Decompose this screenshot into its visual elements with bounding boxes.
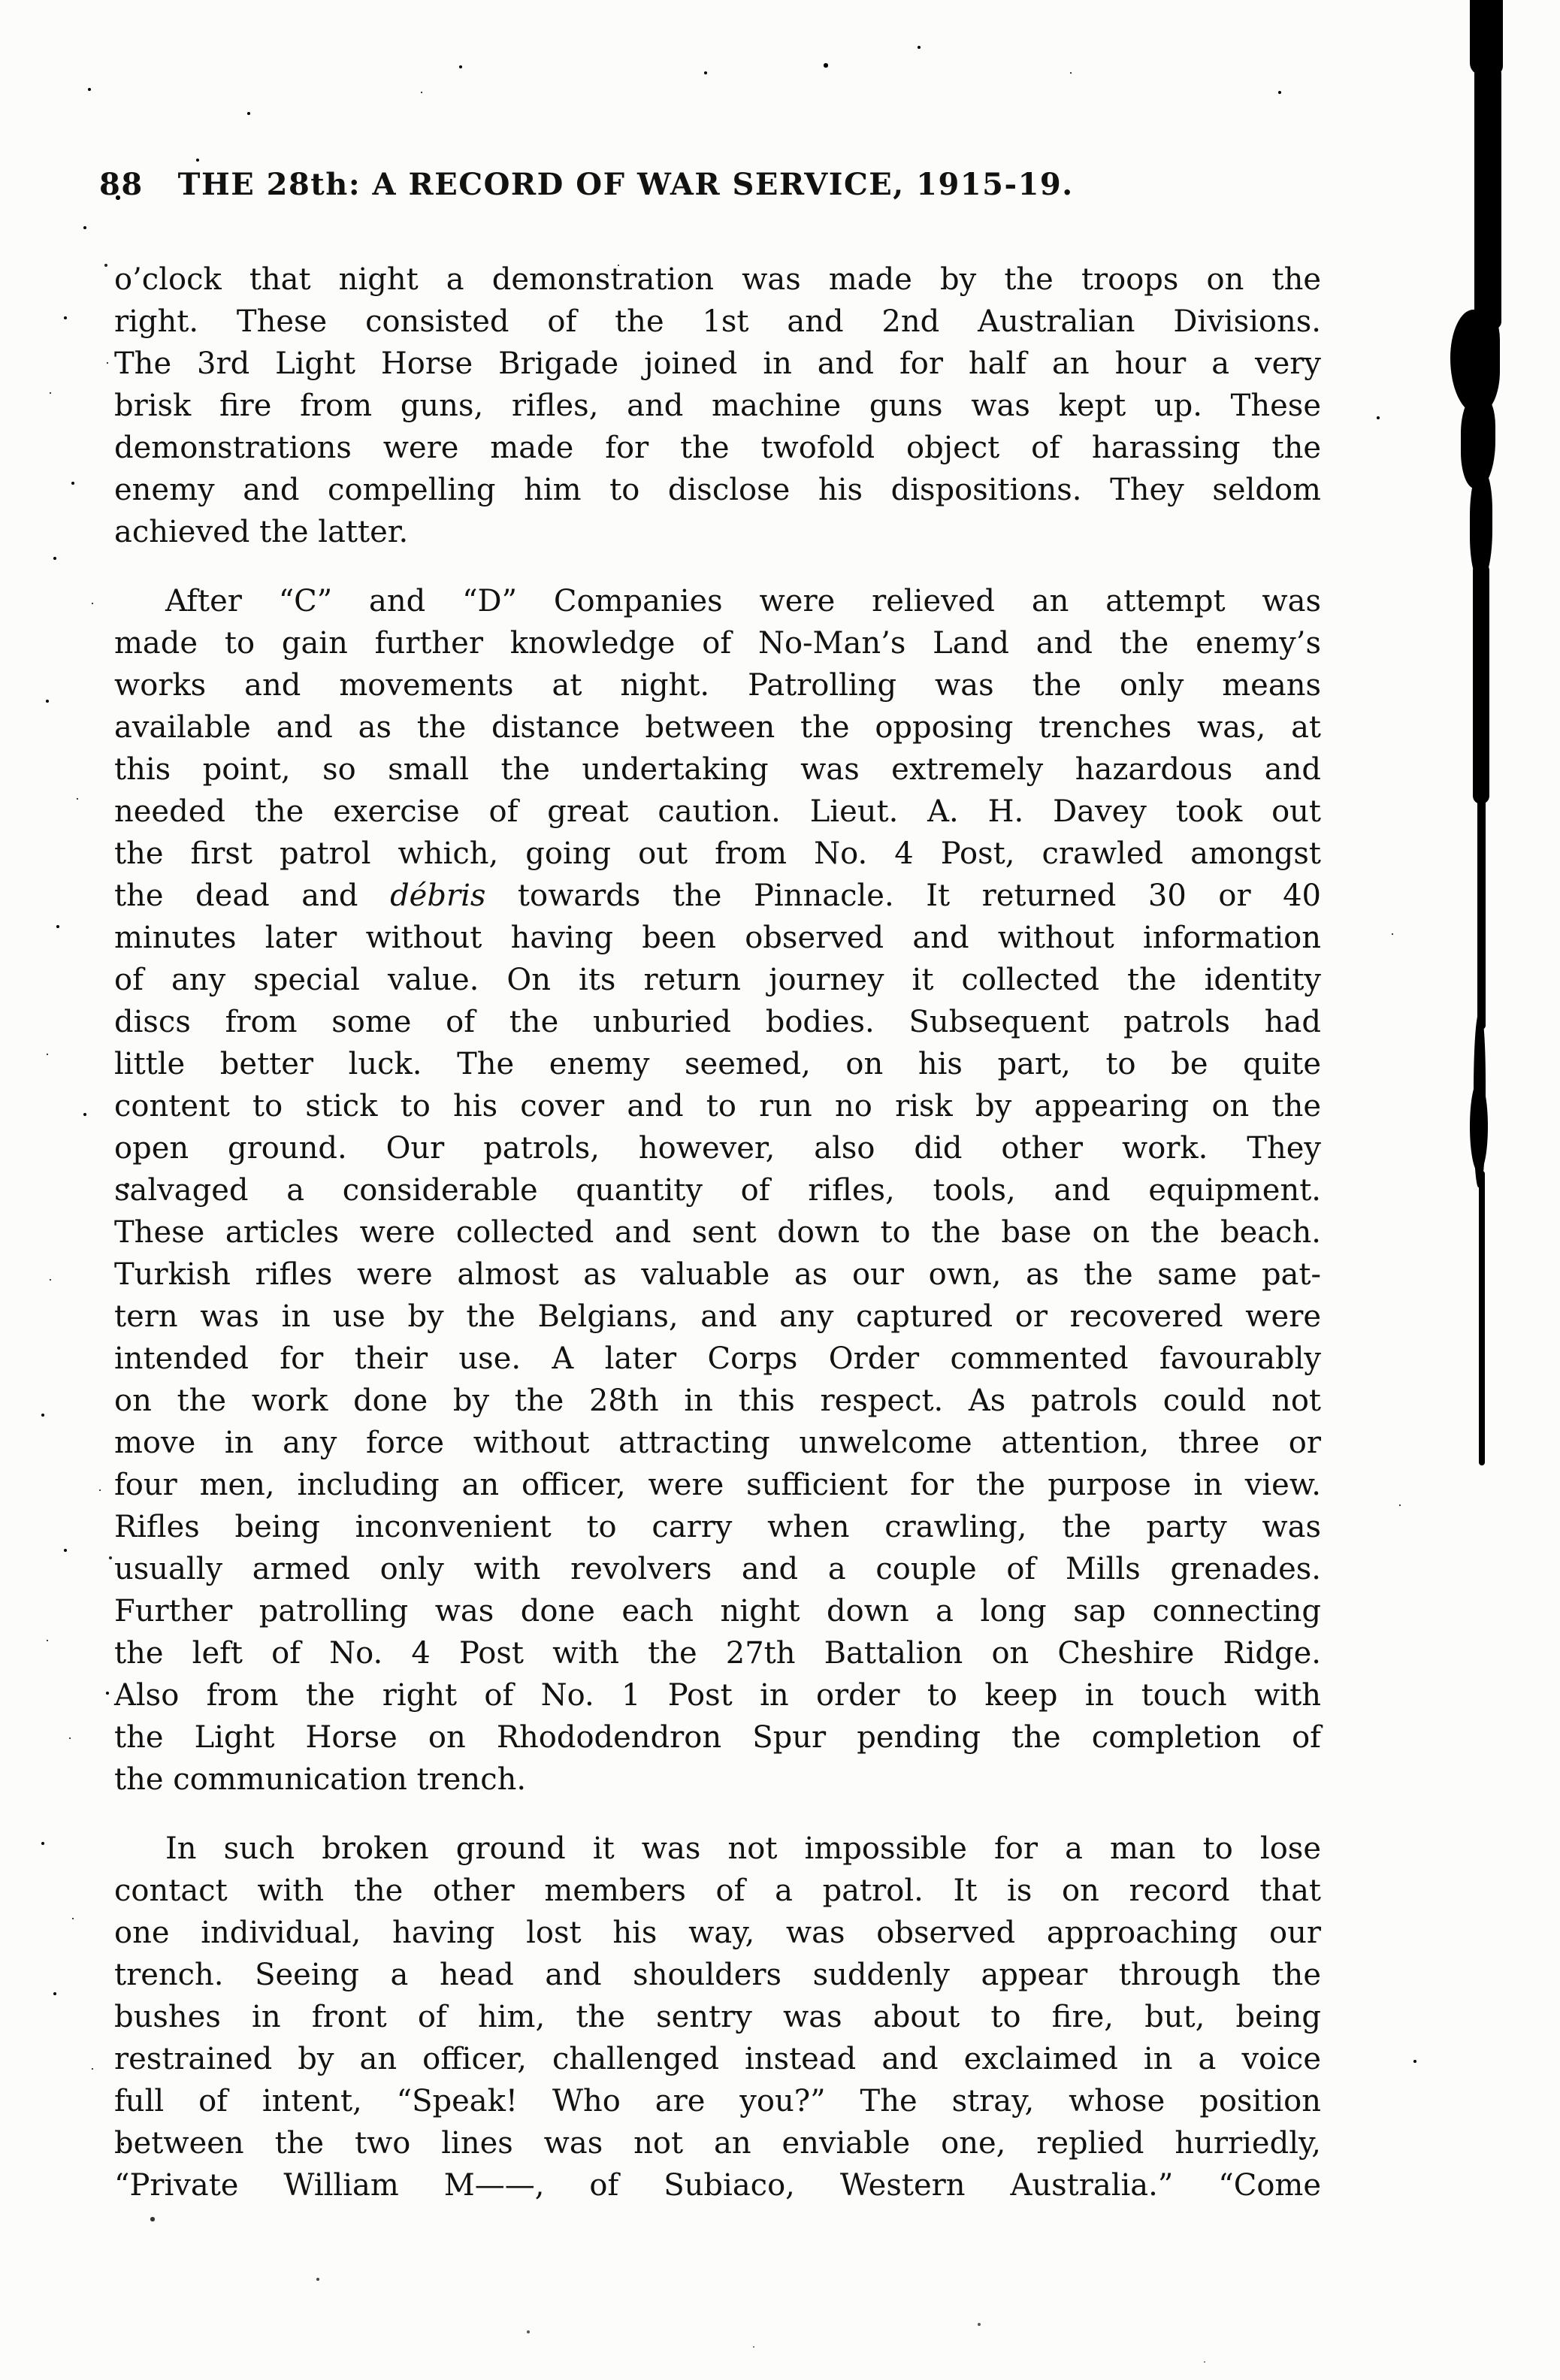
text-line: These articles were collected and sent down to the base on the beach.: [114, 1215, 1321, 1250]
paragraph: [114, 580, 1321, 1801]
text-line: restrained by an officer, challenged instead and exclaimed in a voice: [114, 2042, 1321, 2076]
ink-stain-segment: [1477, 788, 1486, 1030]
text-line: Also from the right of No. 1 Post in order to keep in touch with: [114, 1678, 1321, 1713]
text-line: open ground. Our patrols, however, also did other work. They: [114, 1131, 1321, 1166]
text-line: needed the exercise of great caution. Lieut. A. H. Davey took out: [114, 794, 1321, 829]
text-line: the first patrol which, going out from No. 4 Post, crawled amongst: [114, 836, 1321, 871]
scan-noise-specks: [0, 0, 2, 2]
text-line: made to gain further knowledge of No-Man’s Land and the enemy’s: [114, 626, 1321, 661]
text-line: right. These consisted of the 1st and 2nd Australian Divisions.: [114, 304, 1321, 339]
text-line: four men, including an officer, were sufficient for the purpose in view.: [114, 1468, 1321, 1502]
text-line: trench. Seeing a head and shoulders suddenly appear through the: [114, 1958, 1321, 1992]
text-line: move in any force without attracting unwelcome attention, three or: [114, 1426, 1321, 1460]
body-text: [114, 259, 1321, 2206]
text-line: demonstrations were made for the twofold object of harassing the: [114, 431, 1321, 465]
text-line: Further patrolling was done each night down a long sap connecting: [114, 1594, 1321, 1629]
running-header: [99, 167, 1074, 202]
text-line: Rifles being inconvenient to carry when crawling, the party was: [114, 1510, 1321, 1544]
ink-stain-segment: [1473, 562, 1489, 804]
page-title: THE 28th: A RECORD OF WAR SERVICE, 1915-19.: [177, 167, 1074, 202]
text-line: usually armed only with revolvers and a couple of Mills grenades.: [114, 1552, 1321, 1586]
text-line: Turkish rifles were almost as valuable as our own, as the same pat-: [114, 1257, 1321, 1292]
ink-stain-segment: [1479, 1171, 1485, 1465]
text-line: of any special value. On its return journey it collected the identity: [114, 963, 1321, 997]
text-line: the dead and débris towards the Pinnacle. It returned 30 or 40: [114, 879, 1321, 913]
text-line: enemy and compelling him to disclose his dispositions. They seldom: [114, 473, 1321, 507]
text-line: the left of No. 4 Post with the 27th Battalion on Cheshire Ridge.: [114, 1636, 1321, 1671]
text-line: o’clock that night a demonstration was made by the troops on the: [114, 262, 1321, 297]
text-line: tern was in use by the Belgians, and any captured or recovered were: [114, 1299, 1321, 1334]
text-line: In such broken ground it was not impossible for a man to lose: [165, 1831, 1321, 1866]
paragraph: [114, 1828, 1321, 2206]
ink-stain-segment: [1470, 0, 1503, 75]
text-line: intended for their use. A later Corps Order commented favourably: [114, 1341, 1321, 1376]
text-line: After “C” and “D” Companies were relieved an attempt was: [165, 584, 1321, 618]
text-line: one individual, having lost his way, was observed approaching our: [114, 1916, 1321, 1950]
ink-stain-segment: [1470, 1081, 1488, 1172]
text-line: between the two lines was not an enviable one, replied hurriedly,: [114, 2126, 1321, 2161]
text-line: achieved the latter.: [114, 515, 409, 549]
text-line: little better luck. The enemy seemed, on his part, to be quite: [114, 1047, 1321, 1081]
paragraph: [114, 259, 1321, 553]
text-line: “Private William M——, of Subiaco, Western Australia.” “Come: [114, 2168, 1321, 2203]
text-line: available and as the distance between the opposing trenches was, at: [114, 710, 1321, 745]
text-line: the Light Horse on Rhododendron Spur pending the completion of: [114, 1720, 1321, 1755]
text-line: contact with the other members of a patrol. It is on record that: [114, 1873, 1321, 1908]
text-line: discs from some of the unburied bodies. Subsequent patrols had: [114, 1005, 1321, 1039]
text-line: on the work done by the 28th in this respect. As patrols could not: [114, 1384, 1321, 1418]
text-line: full of intent, “Speak! Who are you?” The stray, whose position: [114, 2084, 1321, 2118]
page-number: 88: [99, 167, 144, 202]
text-line: the communication trench.: [114, 1762, 527, 1797]
text-line: content to stick to his cover and to run no risk by appearing on the: [114, 1089, 1321, 1123]
ink-stain-segment: [1474, 66, 1501, 329]
text-line: The 3rd Light Horse Brigade joined in and for half an hour a very: [114, 346, 1321, 381]
text-line: brisk fire from guns, rifles, and machine guns was kept up. These: [114, 389, 1321, 423]
text-line: bushes in front of him, the sentry was about to fire, but, being: [114, 2000, 1321, 2034]
text-line: works and movements at night. Patrolling was the only means: [114, 668, 1321, 703]
text-line: salvaged a considerable quantity of rifles, tools, and equipment.: [114, 1173, 1321, 1208]
text-line: this point, so small the undertaking was extremely hazardous and: [114, 752, 1321, 787]
text-line: minutes later without having been observed and without information: [114, 921, 1321, 955]
